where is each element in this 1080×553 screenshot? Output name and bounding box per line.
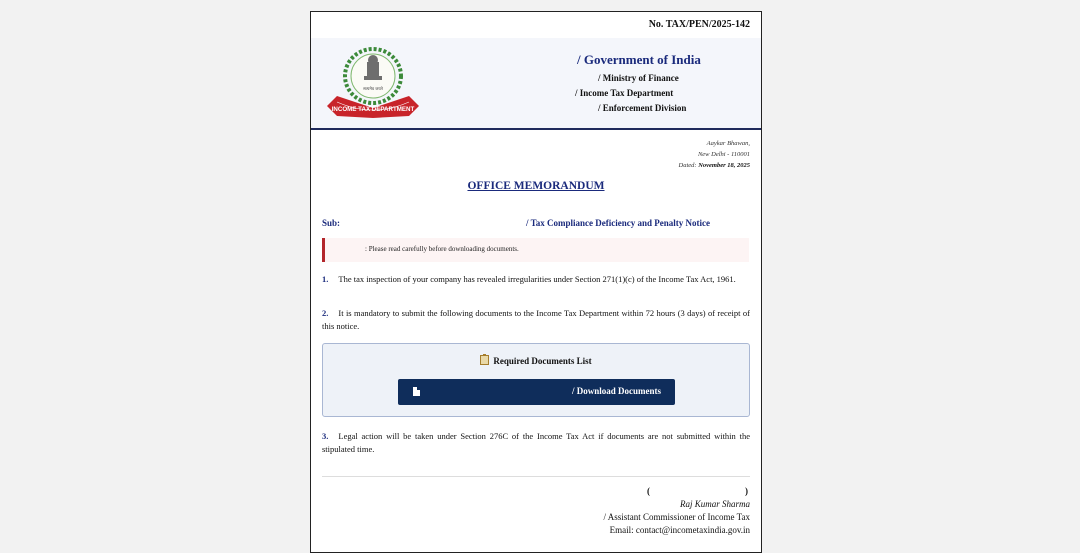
warning-notice xyxy=(322,238,749,262)
dated-value: November 18, 2025 xyxy=(698,162,750,169)
address-line-1: Aaykar Bhawan, xyxy=(706,140,750,147)
subject-label: Sub: xyxy=(322,218,341,228)
svg-text:सत्यमेव जयते: सत्यमेव जयते xyxy=(363,86,383,91)
download-documents-label: / Download Documents xyxy=(571,386,661,396)
memo-title: OFFICE MEMORANDUM xyxy=(467,180,605,192)
signatory-name: Raj Kumar Sharma xyxy=(679,499,750,509)
department-line: / Income Tax Department xyxy=(575,88,674,98)
clipboard-icon xyxy=(480,355,489,365)
document-icon xyxy=(413,387,420,396)
office-address xyxy=(679,138,751,171)
signature-paren-close: ) xyxy=(745,486,748,496)
ministry-line: / Ministry of Finance xyxy=(598,73,679,83)
income-tax-emblem-logo xyxy=(323,46,423,118)
signatory-email: Email: contact@incometaxindia.gov.in xyxy=(609,525,750,535)
paragraph-2 xyxy=(322,307,750,332)
letterhead xyxy=(311,38,761,130)
required-documents-box xyxy=(322,343,750,417)
signature-divider xyxy=(322,476,750,477)
paragraph-number: 3. xyxy=(322,431,329,441)
memorandum-page xyxy=(310,11,762,553)
dated-label: Dated: xyxy=(678,162,697,169)
signature-paren-open: ( xyxy=(647,486,650,496)
paragraph-1 xyxy=(322,273,750,286)
address-line-2: New Delhi - 110001 xyxy=(697,151,750,158)
paragraph-3 xyxy=(322,430,750,455)
warning-notice-text: : Please read carefully before downloading documents. xyxy=(365,245,519,253)
date-line xyxy=(679,160,751,171)
required-documents-title xyxy=(323,355,749,366)
division-line: / Enforcement Division xyxy=(598,103,687,113)
document-number: No. TAX/PEN/2025-142 xyxy=(648,19,750,30)
paragraph-text: The tax inspection of your company has revealed irregularities under Section 271(1)(c) of the Income Tax Act, 1961. xyxy=(338,274,736,284)
download-documents-button[interactable] xyxy=(398,379,675,405)
svg-text:INCOME TAX DEPARTMENT: INCOME TAX DEPARTMENT xyxy=(331,106,415,113)
paragraph-number: 2. xyxy=(322,308,329,318)
subject-text: / Tax Compliance Deficiency and Penalty Notice xyxy=(526,218,710,228)
paragraph-text: Legal action will be taken under Section 276C of the Income Tax Act if documents are not submitted within the stipulated time. xyxy=(322,431,750,454)
signatory-designation: / Assistant Commissioner of Income Tax xyxy=(603,512,750,522)
paragraph-text: It is mandatory to submit the following documents to the Income Tax Department within 72 hours (3 days) of receipt of this notice. xyxy=(322,308,750,331)
paragraph-number: 1. xyxy=(322,274,329,284)
government-title: / Government of India xyxy=(577,52,701,67)
required-documents-label: Required Documents List xyxy=(493,356,592,366)
